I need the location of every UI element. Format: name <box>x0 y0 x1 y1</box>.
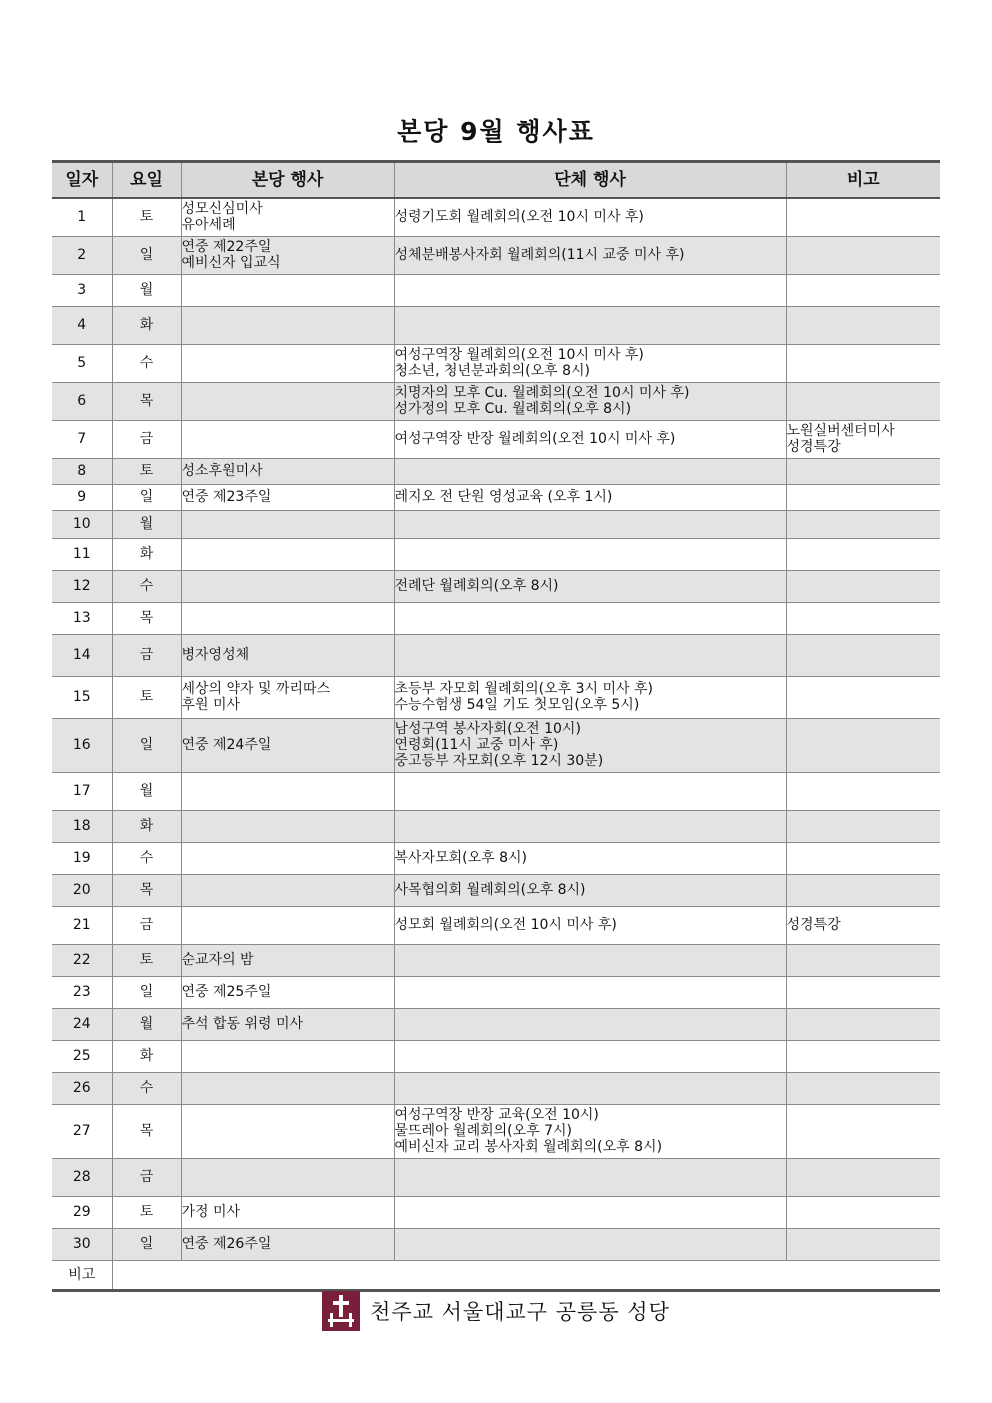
parish-event-cell <box>181 906 394 944</box>
remarks-cell: 성경특강 <box>786 906 940 944</box>
header-weekday: 요일 <box>112 162 181 199</box>
day-cell: 12 <box>52 570 112 602</box>
day-cell: 17 <box>52 772 112 810</box>
header-day: 일자 <box>52 162 112 199</box>
parish-event-cell <box>181 1158 394 1196</box>
remarks-cell <box>786 484 940 510</box>
day-cell: 23 <box>52 976 112 1008</box>
remarks-cell <box>786 1072 940 1104</box>
weekday-cell: 금 <box>112 1158 181 1196</box>
day-cell: 14 <box>52 634 112 676</box>
group-event-cell <box>394 510 786 538</box>
weekday-cell: 화 <box>112 810 181 842</box>
day-cell: 13 <box>52 602 112 634</box>
parish-event-cell <box>181 1040 394 1072</box>
remarks-cell <box>786 458 940 484</box>
parish-event-cell: 세상의 약자 및 까리따스 후원 미사 <box>181 676 394 718</box>
table-row <box>52 676 940 718</box>
group-event-cell: 여성구역장 반장 월례회의(오전 10시 미사 후) <box>394 420 786 458</box>
table-row <box>52 1104 940 1158</box>
remarks-cell <box>786 1040 940 1072</box>
remarks-cell: 노원실버센터미사 성경특강 <box>786 420 940 458</box>
parish-event-cell <box>181 772 394 810</box>
weekday-cell: 토 <box>112 1196 181 1228</box>
table-row <box>52 306 940 344</box>
group-event-cell <box>394 274 786 306</box>
group-event-cell: 남성구역 봉사자회(오전 10시) 연령회(11시 교중 미사 후) 중고등부 자모회(오후 12시 30분) <box>394 718 786 772</box>
day-cell: 19 <box>52 842 112 874</box>
weekday-cell: 화 <box>112 306 181 344</box>
day-cell: 8 <box>52 458 112 484</box>
weekday-cell: 금 <box>112 420 181 458</box>
parish-event-cell <box>181 306 394 344</box>
parish-event-cell: 성소후원미사 <box>181 458 394 484</box>
weekday-cell: 월 <box>112 772 181 810</box>
weekday-cell: 일 <box>112 1228 181 1260</box>
table-row <box>52 1228 940 1260</box>
table-row <box>52 944 940 976</box>
parish-event-cell: 추석 합동 위령 미사 <box>181 1008 394 1040</box>
parish-event-cell <box>181 810 394 842</box>
parish-event-cell: 연중 제24주일 <box>181 718 394 772</box>
day-cell: 6 <box>52 382 112 420</box>
remarks-cell <box>786 306 940 344</box>
group-event-cell <box>394 602 786 634</box>
remarks-cell <box>786 944 940 976</box>
table-row <box>52 634 940 676</box>
group-event-cell <box>394 1228 786 1260</box>
parish-event-cell <box>181 842 394 874</box>
table-row <box>52 976 940 1008</box>
remarks-cell <box>786 510 940 538</box>
weekday-cell: 수 <box>112 842 181 874</box>
remarks-cell <box>786 976 940 1008</box>
table-row <box>52 1158 940 1196</box>
table-row <box>52 458 940 484</box>
weekday-cell: 목 <box>112 382 181 420</box>
day-cell: 10 <box>52 510 112 538</box>
parish-event-cell <box>181 382 394 420</box>
remarks-cell <box>786 1196 940 1228</box>
day-cell: 27 <box>52 1104 112 1158</box>
group-event-cell <box>394 458 786 484</box>
parish-event-cell: 가정 미사 <box>181 1196 394 1228</box>
day-cell: 18 <box>52 810 112 842</box>
remarks-cell <box>786 874 940 906</box>
group-event-cell <box>394 538 786 570</box>
page-title: 본당 9월 행사표 <box>397 117 595 146</box>
parish-event-cell <box>181 570 394 602</box>
parish-event-cell: 연중 제25주일 <box>181 976 394 1008</box>
note-content <box>112 1260 940 1290</box>
parish-event-cell <box>181 420 394 458</box>
group-event-cell: 레지오 전 단원 영성교육 (오후 1시) <box>394 484 786 510</box>
table-row <box>52 810 940 842</box>
remarks-cell <box>786 842 940 874</box>
footer <box>0 1290 992 1332</box>
day-cell: 29 <box>52 1196 112 1228</box>
weekday-cell: 토 <box>112 944 181 976</box>
table-row <box>52 236 940 274</box>
weekday-cell: 금 <box>112 906 181 944</box>
footer-parish-name: 천주교 서울대교구 공릉동 성당 <box>370 1300 670 1324</box>
table-row <box>52 484 940 510</box>
day-cell: 25 <box>52 1040 112 1072</box>
table-row <box>52 274 940 306</box>
table-row <box>52 538 940 570</box>
weekday-cell: 수 <box>112 344 181 382</box>
weekday-cell: 목 <box>112 874 181 906</box>
day-cell: 22 <box>52 944 112 976</box>
table-row <box>52 718 940 772</box>
group-event-cell <box>394 1008 786 1040</box>
day-cell: 7 <box>52 420 112 458</box>
table-row <box>52 602 940 634</box>
table-row <box>52 344 940 382</box>
weekday-cell: 일 <box>112 236 181 274</box>
weekday-cell: 일 <box>112 484 181 510</box>
table-row <box>52 842 940 874</box>
day-cell: 20 <box>52 874 112 906</box>
remarks-cell <box>786 634 940 676</box>
group-event-cell: 여성구역장 반장 교육(오전 10시) 물뜨레아 월례회의(오후 7시) 예비신자 교리 봉사자회 월례회의(오후 8시) <box>394 1104 786 1158</box>
parish-event-cell <box>181 344 394 382</box>
parish-event-cell: 연중 제23주일 <box>181 484 394 510</box>
header-parish-events: 본당 행사 <box>181 162 394 199</box>
parish-event-cell <box>181 874 394 906</box>
group-event-cell: 복사자모회(오후 8시) <box>394 842 786 874</box>
remarks-cell <box>786 810 940 842</box>
day-cell: 4 <box>52 306 112 344</box>
group-event-cell: 성체분배봉사자회 월례회의(11시 교중 미사 후) <box>394 236 786 274</box>
church-cross-logo-icon <box>322 1291 360 1331</box>
table-row <box>52 874 940 906</box>
weekday-cell: 목 <box>112 1104 181 1158</box>
remarks-cell <box>786 718 940 772</box>
remarks-cell <box>786 602 940 634</box>
remarks-cell <box>786 344 940 382</box>
group-event-cell <box>394 772 786 810</box>
remarks-cell <box>786 274 940 306</box>
header-remarks: 비고 <box>786 162 940 199</box>
note-label: 비고 <box>52 1260 112 1290</box>
table-row <box>52 198 940 236</box>
group-event-cell: 사목협의회 월례회의(오후 8시) <box>394 874 786 906</box>
parish-event-cell <box>181 274 394 306</box>
day-cell: 5 <box>52 344 112 382</box>
weekday-cell: 토 <box>112 458 181 484</box>
group-event-cell <box>394 1196 786 1228</box>
table-header-row <box>52 162 940 199</box>
remarks-cell <box>786 570 940 602</box>
weekday-cell: 목 <box>112 602 181 634</box>
table-row <box>52 420 940 458</box>
table-row <box>52 906 940 944</box>
group-event-cell: 성모회 월례회의(오전 10시 미사 후) <box>394 906 786 944</box>
weekday-cell: 수 <box>112 570 181 602</box>
remarks-cell <box>786 1104 940 1158</box>
group-event-cell: 치명자의 모후 Cu. 월례회의(오전 10시 미사 후) 성가정의 모후 Cu. 월례회의(오후 8시) <box>394 382 786 420</box>
weekday-cell: 일 <box>112 718 181 772</box>
parish-event-cell: 연중 제22주일 예비신자 입교식 <box>181 236 394 274</box>
day-cell: 1 <box>52 198 112 236</box>
weekday-cell: 화 <box>112 1040 181 1072</box>
table-row <box>52 1040 940 1072</box>
remarks-cell <box>786 1228 940 1260</box>
parish-event-cell <box>181 602 394 634</box>
remarks-cell <box>786 236 940 274</box>
table-row <box>52 1008 940 1040</box>
remarks-cell <box>786 382 940 420</box>
parish-event-cell: 순교자의 밤 <box>181 944 394 976</box>
remarks-cell <box>786 676 940 718</box>
note-row <box>52 1260 940 1290</box>
schedule-table <box>52 160 940 1292</box>
remarks-cell <box>786 538 940 570</box>
remarks-cell <box>786 772 940 810</box>
parish-event-cell <box>181 538 394 570</box>
group-event-cell <box>394 1158 786 1196</box>
remarks-cell <box>786 1008 940 1040</box>
group-event-cell: 성령기도회 월례회의(오전 10시 미사 후) <box>394 198 786 236</box>
parish-event-cell: 성모신심미사 유아세례 <box>181 198 394 236</box>
group-event-cell <box>394 976 786 1008</box>
remarks-cell <box>786 1158 940 1196</box>
parish-event-cell: 병자영성체 <box>181 634 394 676</box>
weekday-cell: 수 <box>112 1072 181 1104</box>
day-cell: 11 <box>52 538 112 570</box>
weekday-cell: 화 <box>112 538 181 570</box>
parish-event-cell <box>181 1104 394 1158</box>
table-row <box>52 1072 940 1104</box>
day-cell: 2 <box>52 236 112 274</box>
table-row <box>52 1196 940 1228</box>
day-cell: 28 <box>52 1158 112 1196</box>
weekday-cell: 일 <box>112 976 181 1008</box>
day-cell: 3 <box>52 274 112 306</box>
table-row <box>52 570 940 602</box>
group-event-cell <box>394 810 786 842</box>
day-cell: 9 <box>52 484 112 510</box>
day-cell: 21 <box>52 906 112 944</box>
group-event-cell <box>394 634 786 676</box>
day-cell: 30 <box>52 1228 112 1260</box>
group-event-cell <box>394 944 786 976</box>
weekday-cell: 월 <box>112 510 181 538</box>
group-event-cell: 초등부 자모회 월례회의(오후 3시 미사 후) 수능수험생 54일 기도 첫모임(오후 5시) <box>394 676 786 718</box>
remarks-cell <box>786 198 940 236</box>
weekday-cell: 금 <box>112 634 181 676</box>
group-event-cell <box>394 1072 786 1104</box>
header-group-events: 단체 행사 <box>394 162 786 199</box>
group-event-cell <box>394 306 786 344</box>
parish-event-cell <box>181 510 394 538</box>
parish-event-cell: 연중 제26주일 <box>181 1228 394 1260</box>
day-cell: 24 <box>52 1008 112 1040</box>
day-cell: 16 <box>52 718 112 772</box>
day-cell: 26 <box>52 1072 112 1104</box>
weekday-cell: 월 <box>112 1008 181 1040</box>
group-event-cell <box>394 1040 786 1072</box>
parish-event-cell <box>181 1072 394 1104</box>
table-row <box>52 510 940 538</box>
day-cell: 15 <box>52 676 112 718</box>
group-event-cell: 여성구역장 월례회의(오전 10시 미사 후) 청소년, 청년분과회의(오후 8시) <box>394 344 786 382</box>
weekday-cell: 토 <box>112 676 181 718</box>
group-event-cell: 전례단 월례회의(오후 8시) <box>394 570 786 602</box>
table-row <box>52 382 940 420</box>
weekday-cell: 월 <box>112 274 181 306</box>
table-row <box>52 772 940 810</box>
weekday-cell: 토 <box>112 198 181 236</box>
